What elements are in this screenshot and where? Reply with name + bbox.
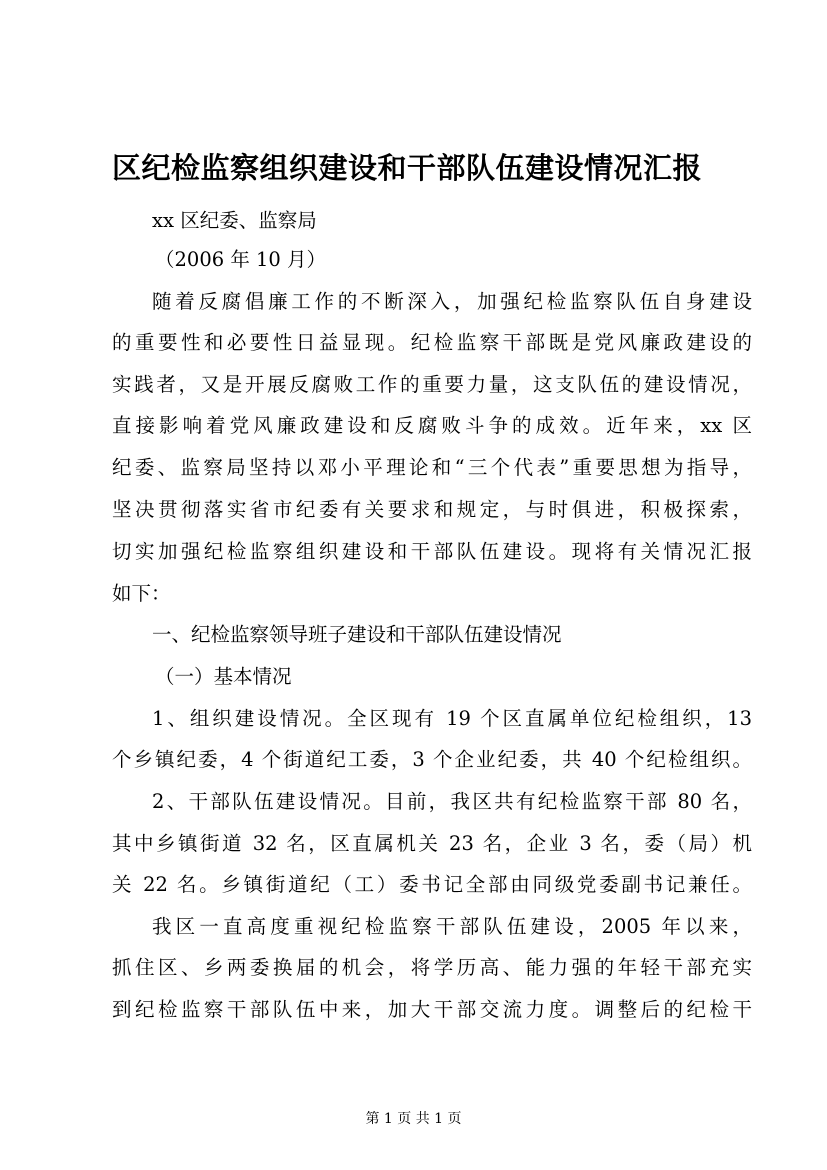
section-heading: 一、纪检监察领导班子建设和干部队伍建设情况: [152, 623, 562, 646]
date-line: （2006 年 10 月）: [155, 248, 327, 271]
paragraph-line: 关 22 名。乡镇街道纪（工）委书记全部由同级党委副书记兼任。: [112, 873, 752, 896]
page-number: 第 1 页 共 1 页: [365, 1111, 462, 1127]
paragraph-line: 2、干部队伍建设情况。目前，我区共有纪检监察干部 80 名，: [152, 790, 752, 813]
paragraph-line: 我区一直高度重视纪检监察干部队伍建设，2005 年以来，: [152, 915, 752, 938]
paragraph-line: 如下：: [112, 582, 171, 605]
paragraph-line: 个乡镇纪委，4 个街道纪工委，3 个企业纪委，共 40 个纪检组织。: [112, 748, 752, 771]
paragraph-line: 切实加强纪检监察组织建设和干部队伍建设。现将有关情况汇报: [112, 540, 752, 563]
paragraph-line: 直接影响着党风廉政建设和反腐败斗争的成效。近年来，xx 区: [112, 414, 752, 437]
paragraph-line: 1、组织建设情况。全区现有 19 个区直属单位纪检组织，13: [152, 707, 752, 730]
author-line: xx 区纪委、监察局: [152, 209, 317, 232]
paragraph-line: 实践者，又是开展反腐败工作的重要力量，这支队伍的建设情况，: [112, 373, 752, 396]
document-title: 区纪检监察组织建设和干部队伍建设情况汇报: [112, 151, 703, 185]
paragraph-line: 其中乡镇街道 32 名，区直属机关 23 名，企业 3 名，委（局）机: [112, 832, 752, 855]
paragraph-line: 随着反腐倡廉工作的不断深入，加强纪检监察队伍自身建设: [152, 290, 752, 313]
paragraph-line: 纪委、监察局坚持以邓小平理论和“三个代表”重要思想为指导，: [112, 456, 752, 479]
subsection-heading: （一）基本情况: [155, 665, 292, 688]
paragraph-line: 到纪检监察干部队伍中来，加大干部交流力度。调整后的纪检干: [112, 998, 752, 1021]
paragraph-line: 抓住区、乡两委换届的机会，将学历高、能力强的年轻干部充实: [112, 956, 752, 979]
paragraph-line: 坚决贯彻落实省市纪委有关要求和规定，与时俱进，积极探索，: [112, 498, 752, 521]
paragraph-line: 的重要性和必要性日益显现。纪检监察干部既是党风廉政建设的: [112, 331, 752, 354]
